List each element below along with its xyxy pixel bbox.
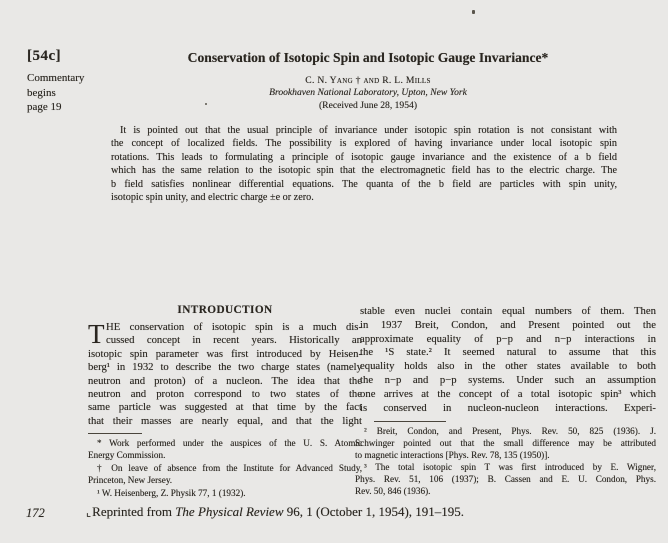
left-column-lines <box>88 321 362 428</box>
text-line: ³ The total isotopic spin T was first introduced by E. Wigner, <box>364 462 656 473</box>
text-line: isotopic spin unity, and electric charge ±e or zero. <box>111 192 314 204</box>
text-line: the n−p and p−p systems. Under such an assumption <box>360 373 656 386</box>
text-line: in 1937 Breit, Condon, and Present pointed out the <box>360 318 656 331</box>
text-line: Commentary <box>27 72 85 84</box>
left-footnote-rule <box>88 433 142 434</box>
reprint-suffix: 96, 1 (October 1, 1954), 191–195. <box>283 504 465 519</box>
paper-header <box>160 50 576 111</box>
text-line: that their masses are nearly equal, and that the light <box>88 414 362 427</box>
text-line: berg¹ in 1932 to describe the two charge states (namely <box>88 361 362 374</box>
text-line: is conserved in nucleon-nucleon interactions. Experi- <box>360 401 656 414</box>
text-line: neutron and proton correspond to two states of the <box>88 388 362 401</box>
text-line: stable even nuclei contain equal numbers of them. Then <box>360 305 656 317</box>
scan-artifact <box>205 103 207 105</box>
text-line: Rev. 50, 846 (1936). <box>355 486 431 497</box>
right-footnotes <box>355 425 656 498</box>
paper-title: Conservation of Isotopic Spin and Isotopic Gauge Invariance* <box>187 50 549 65</box>
journal-title: The Physical Review <box>175 504 284 519</box>
text-line: neutron and proton) of a nucleon. The idea that the <box>88 374 362 387</box>
text-line: rotations. This leads to formulating a principle of isotopic gauge invariance and the existence of a b field <box>111 151 617 163</box>
text-line: page 19 <box>27 101 62 113</box>
affiliation-line: Brookhaven National Laboratory, Upton, New York <box>269 87 467 98</box>
text-line: equality holds also in the other states available to both <box>360 360 656 373</box>
text-line: † On leave of absence from the Institute for Advanced Study, <box>97 462 362 473</box>
text-line: the ¹S state.² It seemed natural to assume that this <box>360 346 656 359</box>
left-column <box>88 304 362 428</box>
text-line: one arrives at the concept of a total isotopic spin³ which <box>360 387 656 400</box>
left-footnotes <box>88 437 362 499</box>
text-line: ² Breit, Condon, and Present, Phys. Rev. 50, 825 (1936). J. <box>364 426 656 436</box>
text-line: HE conservation of isotopic spin is a much dis- <box>106 321 362 333</box>
right-footnote-rule <box>374 421 446 422</box>
abstract <box>111 124 617 204</box>
drop-cap: T <box>88 319 105 349</box>
text-line: to magnetic interactions [Phys. Rev. 78, 135 (1950)]. <box>355 450 550 461</box>
text-line: which has the same relation to the isotopic spin that the electromagnetic field has to the electric charge. The <box>111 165 617 177</box>
authors-line: C. N. Yang † and R. L. Mills <box>305 75 431 86</box>
section-heading-introduction: INTRODUCTION <box>177 304 273 316</box>
text-line: It is pointed out that the usual principle of invariance under isotopic spin rotation is not consistant with <box>120 125 617 136</box>
text-line: Princeton, New Jersey. <box>88 475 173 486</box>
text-line: isotopic spin parameter was first introduced by Heisen- <box>88 347 362 360</box>
corner-mark-icon: ⌞ <box>86 507 92 519</box>
text-line: b field satisfies nonlinear differential equations. The quanta of the b field are particles with spin unity, <box>111 178 617 190</box>
reprint-prefix: Reprinted from <box>92 504 176 519</box>
text-line: ¹ W. Heisenberg, Z. Physik 77, 1 (1932). <box>97 487 246 498</box>
left-column-body <box>88 321 362 428</box>
right-column-body <box>360 305 656 415</box>
received-line: (Received June 28, 1954) <box>318 100 418 111</box>
text-line: Energy Commission. <box>88 450 166 461</box>
commentary-note <box>27 71 97 115</box>
margin-annotation <box>27 48 97 115</box>
text-line: approximate equality of p−p and n−p interactions in <box>360 332 656 345</box>
text-line: Phys. Rev. 51, 106 (1937); B. Cassen and E. U. Condon, Phys. <box>355 474 656 485</box>
reprint-line <box>86 504 464 520</box>
scan-artifact <box>472 10 475 14</box>
text-line: the concept of localized fields. The possibility is explored of having invariance under local isotopic spin <box>111 138 617 150</box>
text-line: Schwinger pointed out that the small difference may be attributed <box>355 438 656 449</box>
text-line: same particle was suggested at that time by the fact <box>88 401 362 414</box>
footer-page-number: 172 <box>26 506 45 520</box>
text-line: begins <box>27 86 56 99</box>
item-number: [54c] <box>27 48 62 64</box>
text-line: * Work performed under the auspices of the U. S. Atomic <box>97 438 362 448</box>
text-line: cussed concept in recent years. Historically an <box>106 334 362 347</box>
